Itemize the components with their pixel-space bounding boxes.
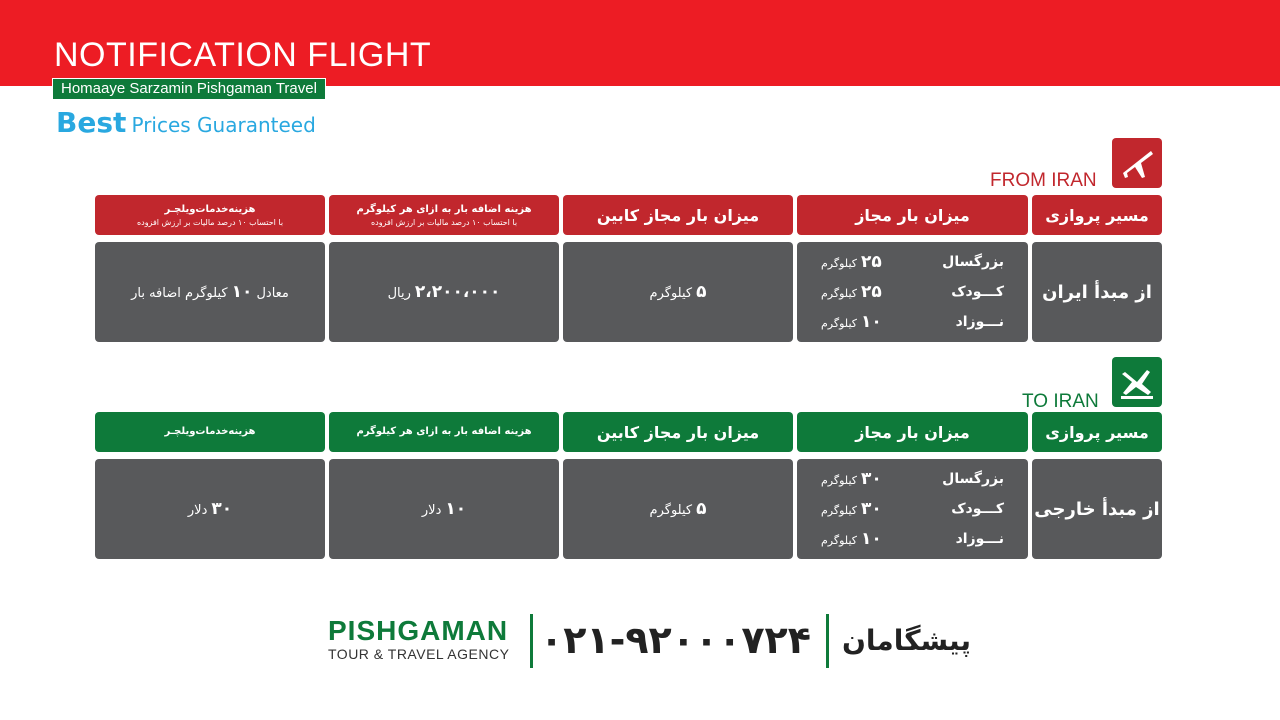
phone-number: ۰۲۱-۹۲۰۰۰۷۲۴ [540,618,811,662]
allowance-row-child: کـــودک ۲۵کیلوگرم [821,282,1004,302]
plane-takeoff-icon [1112,138,1162,188]
header-cabin: میزان بار مجاز کابین [563,195,793,235]
services-cell: معادل ۱۰کیلوگرم اضافه بار [95,242,325,342]
excess-cell: ۲،۲۰۰،۰۰۰ریال [329,242,559,342]
allowance-cell [797,242,1028,342]
header-services: هزینه‌خدمات‌ویلچـر با احتساب ۱۰ درصد مالیات بر ارزش افزوده [95,195,325,235]
services-cell: ۳۰دلار [95,459,325,559]
page-title: NOTIFICATION FLIGHT [54,36,432,74]
agency-subtitle: Homaaye Sarzamin Pishgaman Travel [52,78,326,100]
footer [0,606,1280,676]
cabin-cell: ۵کیلوگرم [563,242,793,342]
header-excess: هزینه اضافه بار به ازای هر کیلوگرم [329,412,559,452]
allowance-row-infant: نـــوزاد ۱۰کیلوگرم [821,312,1004,332]
allowance-row-child: کـــودک ۳۰کیلوگرم [821,499,1004,519]
divider [826,614,829,668]
brand-name-fa: پیشگامان [842,624,971,657]
allowance-row-adult: بزرگسال ۳۰کیلوگرم [821,469,1004,489]
header-route: مسیر پروازی [1032,412,1162,452]
header-services: هزینه‌خدمات‌ویلچـر [95,412,325,452]
tagline-rest: Prices Guaranteed [131,113,316,137]
header-allowance: میزان بار مجاز [797,412,1028,452]
from-iran-label: FROM IRAN [990,170,1097,191]
brand-logo: PISHGAMAN TOUR & TRAVEL AGENCY [328,615,510,662]
route-cell: از مبدأ خارجی [1032,459,1162,559]
route-cell: از مبدأ ایران [1032,242,1162,342]
divider [530,614,533,668]
cabin-cell: ۵کیلوگرم [563,459,793,559]
header-excess: هزینه اضافه بار به ازای هر کیلوگرم با احتساب ۱۰ درصد مالیات بر ارزش افزوده [329,195,559,235]
tagline-best: Best [56,106,127,139]
header-cabin: میزان بار مجاز کابین [563,412,793,452]
header-route: مسیر پروازی [1032,195,1162,235]
plane-landing-icon [1112,357,1162,407]
allowance-row-adult: بزرگسال ۲۵کیلوگرم [821,252,1004,272]
excess-cell: ۱۰دلار [329,459,559,559]
allowance-cell [797,459,1028,559]
allowance-row-infant: نـــوزاد ۱۰کیلوگرم [821,529,1004,549]
header-allowance: میزان بار مجاز [797,195,1028,235]
tagline [56,106,316,139]
to-iran-label: TO IRAN [1022,391,1099,412]
